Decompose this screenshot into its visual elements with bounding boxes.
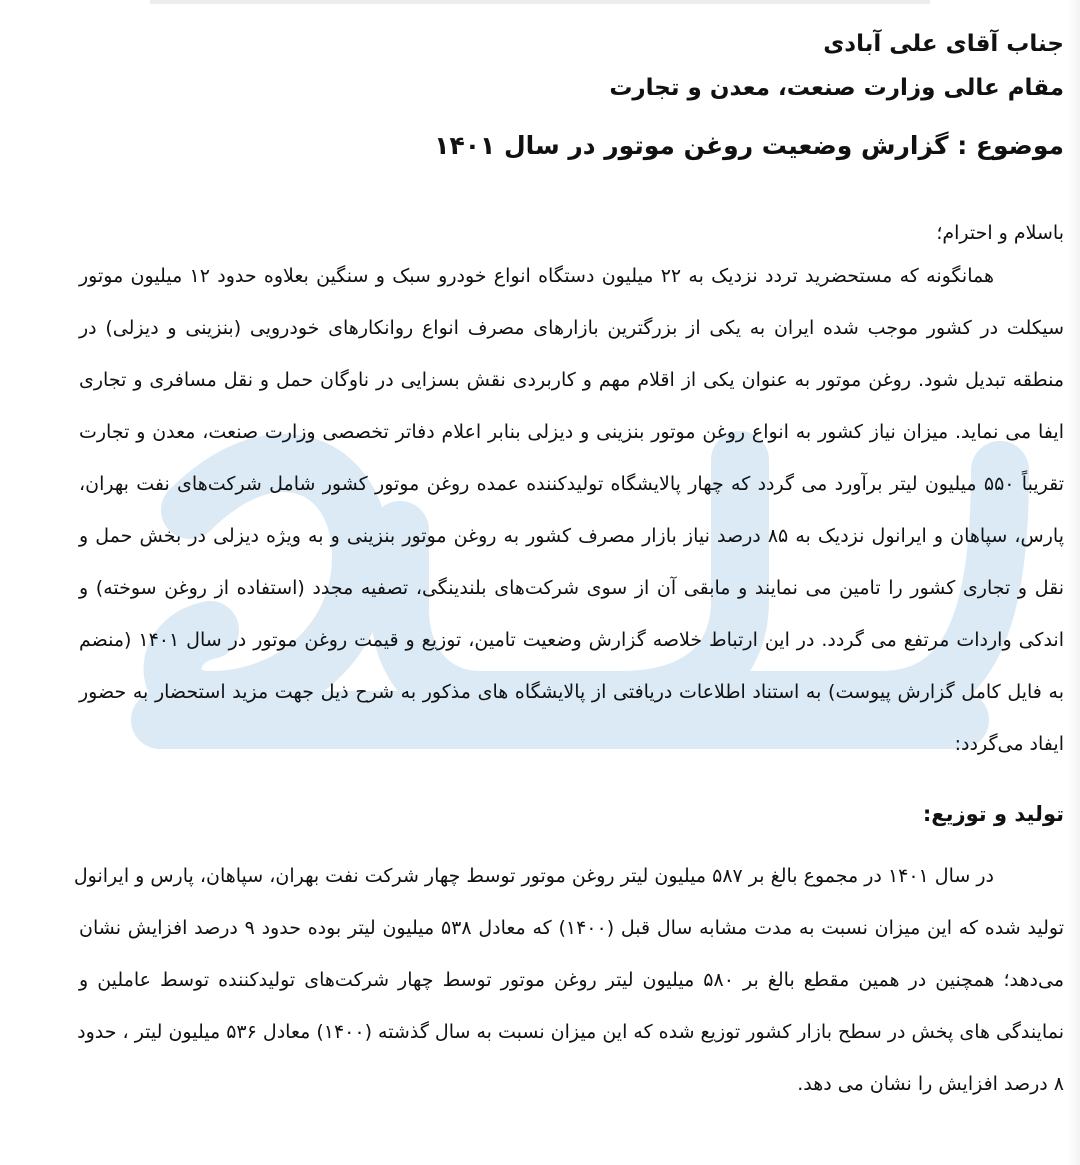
intro-line: نقل و تجاری کشور را تامین می نمایند و مابقی آن از سوی شرکت‌های بلندینگی، تصفیه مجدد (استفاده از روغن سوخته) و [79, 577, 1064, 599]
intro-line: منطقه تبدیل شود. روغن موتور به عنوان یکی از اقلام مهم و کاربردی نقش بسزایی در ناوگان حمل و نقل مسافری و تجاری [79, 369, 1064, 391]
production-line: نمایندگی های پخش در سطح بازار کشور توزیع شده که این میزان نسبت به سال گذشته (۱۴۰۰) معادل ۵۳۶ میلیون لیتر ، حدود [77, 1021, 1064, 1043]
production-line: ۸ درصد افزایش را نشان می دهد. [797, 1073, 1064, 1095]
intro-line: ایفاد می‌گردد: [954, 733, 1064, 755]
intro-line: سیکلت در کشور موجب شده ایران به یکی از بزرگترین بازارهای مصرف انواع روانکارهای خودرویی (بنزینی و دیزلی) در [79, 317, 1064, 339]
intro-line: اندکی واردات مرتفع می گردد. در این ارتباط خلاصه گزارش وضعیت تامین، توزیع و قیمت روغن موتور در سال ۱۴۰۱ (منضم [79, 629, 1064, 651]
section-heading-production: تولید و توزیع: [922, 802, 1064, 826]
intro-line: ایفا می نماید. میزان نیاز کشور به انواع روغن موتور بنزینی و دیزلی بنابر اعلام دفاتر تخصصی وزارت صنعت، معدن و تجارت [79, 421, 1064, 443]
production-line: در سال ۱۴۰۱ در مجموع بالغ بر ۵۸۷ میلیون لیتر روغن موتور توسط چهار شرکت نفت بهران، سپاهان، پارس و ایرانول [73, 865, 994, 887]
production-line: تولید شده که این میزان نسبت به مدت مشابه سال قبل (۱۴۰۰) که معادل ۵۳۸ میلیون لیتر بوده حدود ۹ درصد افزایش نشان [79, 917, 1064, 939]
page-top-edge [150, 0, 930, 4]
intro-line: تقریباً ۵۵۰ میلیون لیتر برآورد می گردد که چهار پالایشگاه تولیدکننده عمده روغن موتور کشور شامل شرکت‌های نفت بهران، [79, 473, 1064, 495]
page-right-edge [1068, 0, 1080, 1165]
production-line: می‌دهد؛ همچنین در همین مقطع بالغ بر ۵۸۰ میلیون لیتر روغن موتور توسط چهار شرکت‌های تولیدکننده توسط عاملین و [79, 969, 1064, 991]
intro-line: به فایل کامل گزارش پیوست) به استناد اطلاعات دریافتی از پالایشگاه های مذکور به شرح ذیل جهت مزید استحضار به حضور [79, 681, 1064, 703]
greeting: باسلام و احترام؛ [936, 222, 1064, 244]
subject-line: موضوع : گزارش وضعیت روغن موتور در سال ۱۴۰۱ [434, 131, 1064, 160]
letter-page [73, 22, 1065, 1110]
position-line: مقام عالی وزارت صنعت، معدن و تجارت [609, 75, 1064, 101]
intro-line: همانگونه که مستحضرید تردد نزدیک به ۲۲ میلیون دستگاه انواع خودرو سبک و سنگین بعلاوه حدود ۱۲ میلیون موتور [79, 265, 994, 287]
recipient-line: جناب آقای علی آبادی [823, 31, 1064, 57]
production-paragraph [73, 850, 1064, 1110]
intro-paragraph [79, 250, 1064, 770]
intro-line: پارس، سپاهان و ایرانول نزدیک به ۸۵ درصد نیاز بازار مصرف کشور به روغن موتور بنزینی و به ویژه دیزلی در بخش حمل و [79, 525, 1065, 547]
